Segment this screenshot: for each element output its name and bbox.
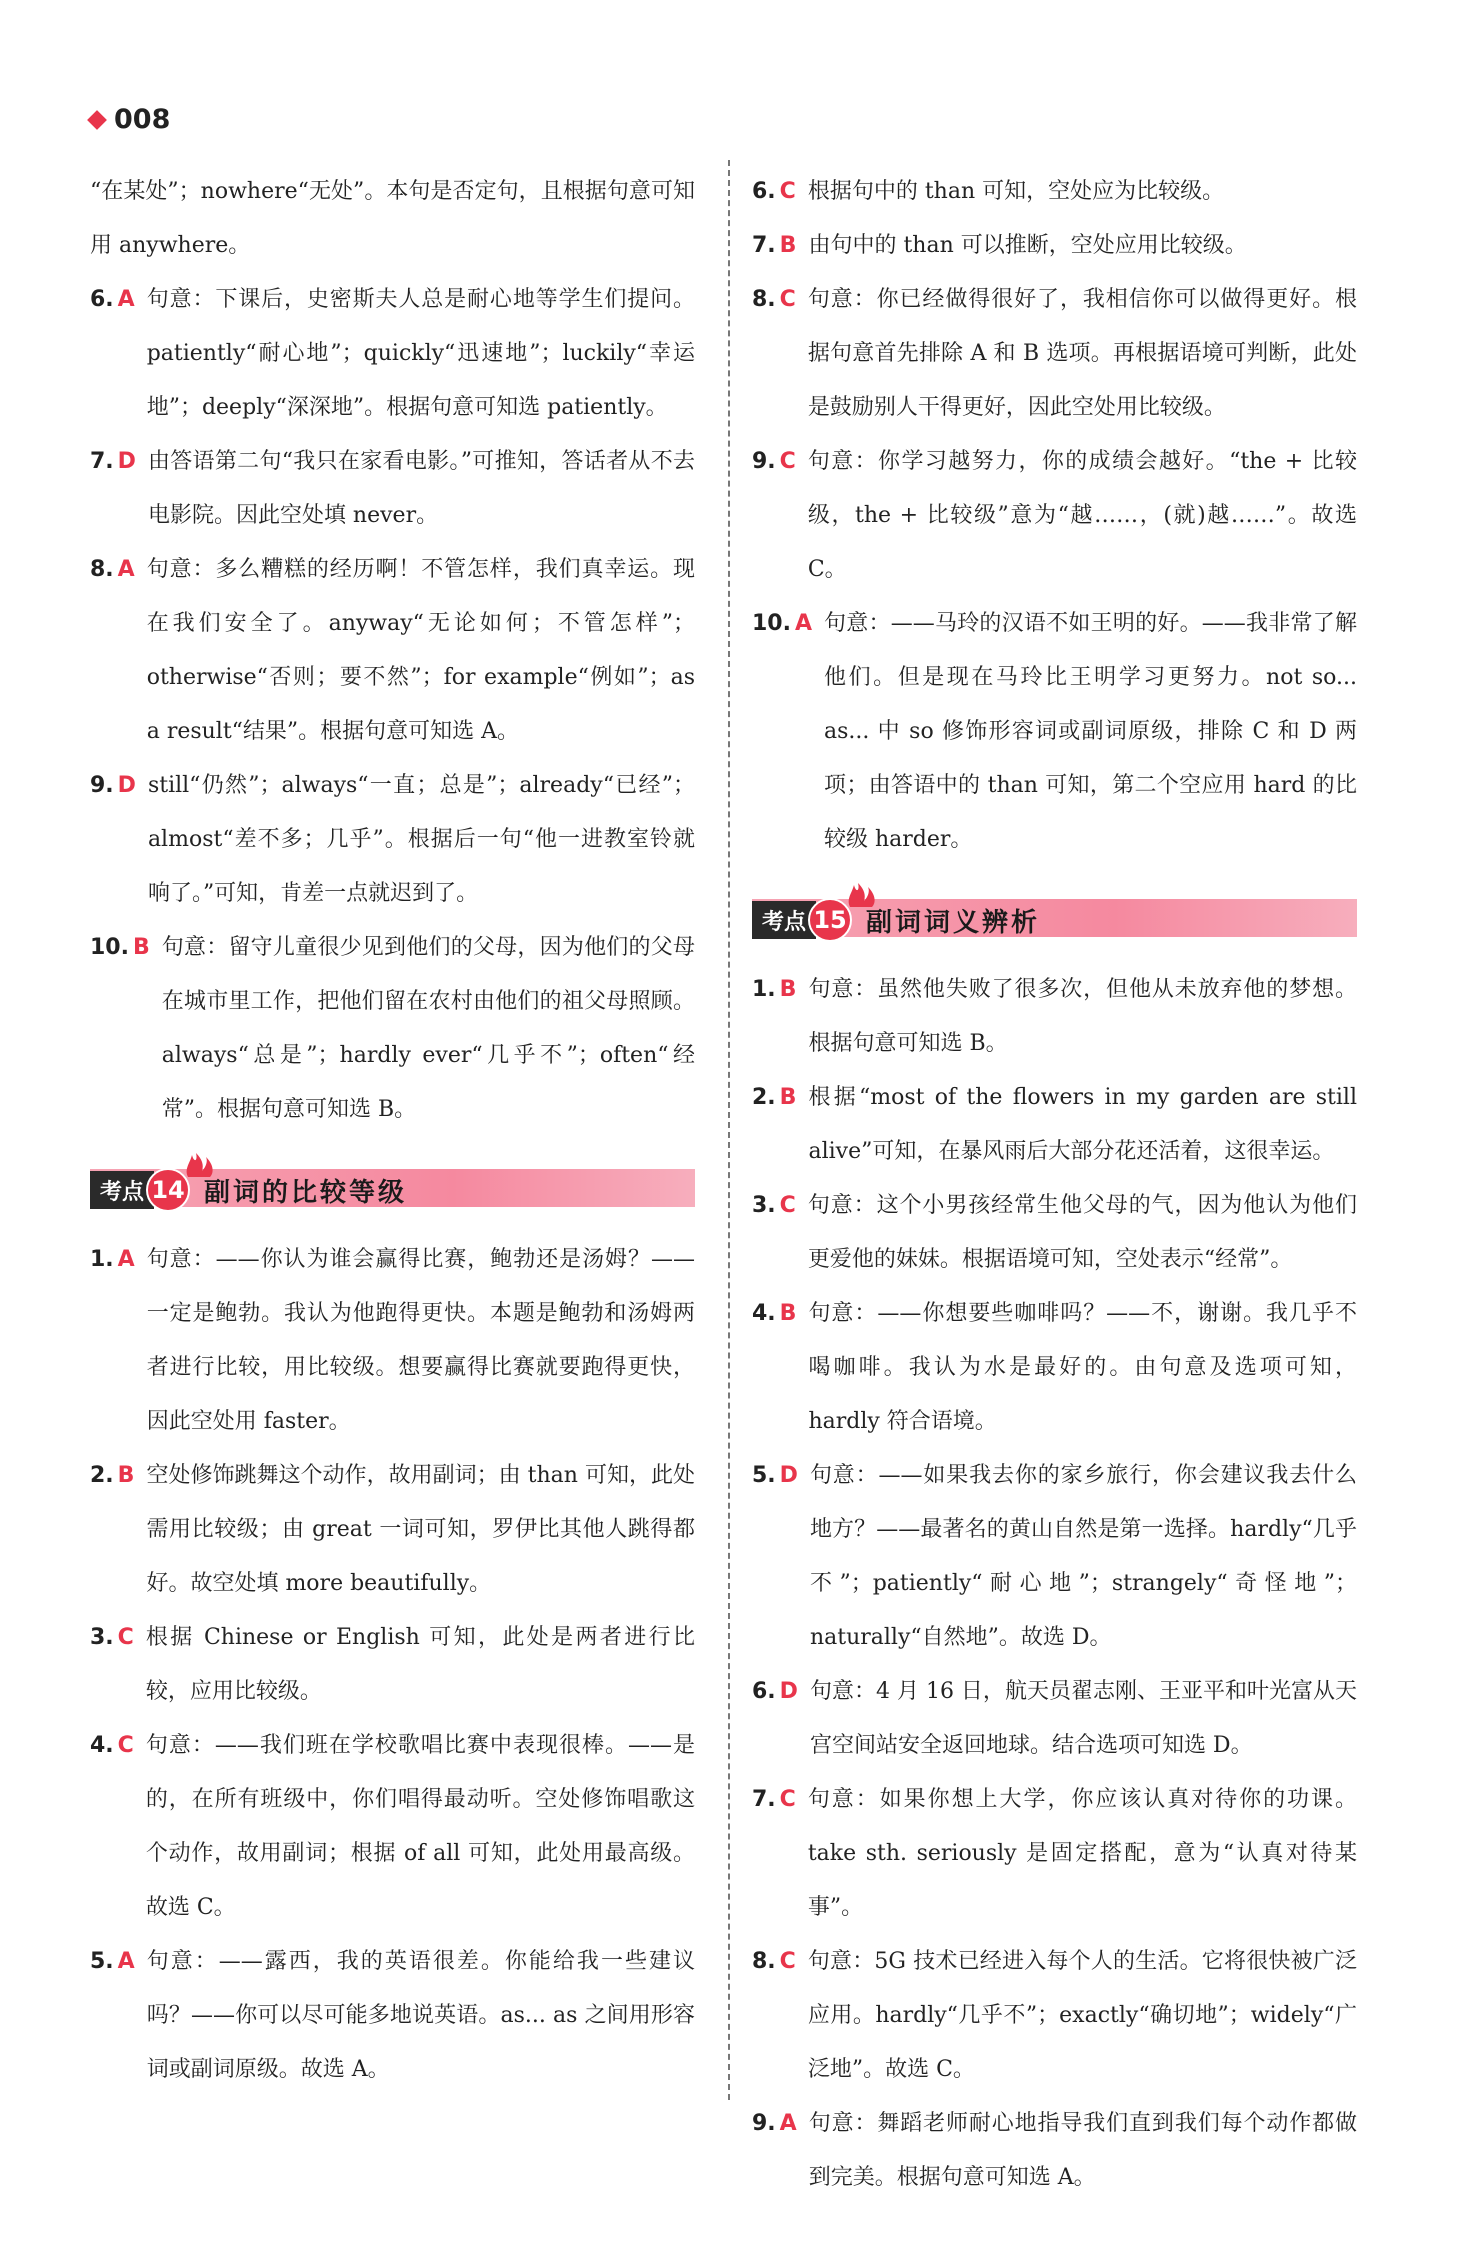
answer-letter: A	[117, 1247, 135, 1272]
explanation-text: 句意：——如果我去你的家乡旅行，你会建议我去什么地方？——最著名的黄山自然是第一选择。hardly“几乎不”；patiently“耐心地”；strangely“奇怪地”；naturally“自然地”。故选 D。	[809, 1463, 1357, 1650]
answer-label	[752, 435, 808, 597]
answer-letter: C	[779, 1193, 796, 1218]
explanation-text: 句意：——马玲的汉语不如王明的好。——我非常了解他们。但是现在马玲比王明学习更努力。not so... as... 中 so 修饰形容词或副词原级，排除 C 和 D 两项；由答语中的 than 可知，第二个空应用 hard 的比较级 harder。	[824, 611, 1357, 852]
answer-label	[752, 597, 824, 867]
answer-item	[752, 963, 1357, 1071]
answer-label	[752, 1773, 808, 1935]
answer-item	[752, 1665, 1357, 1773]
question-number: 7.	[752, 233, 776, 258]
answer-item	[90, 759, 695, 921]
question-number: 9.	[752, 449, 776, 474]
answer-label	[752, 2097, 809, 2205]
intro-paragraph: “在某处”；nowhere“无处”。本句是否定句，且根据句意可知用 anywhere。	[90, 179, 695, 258]
answer-item	[752, 1773, 1357, 1935]
answer-label	[90, 921, 162, 1137]
answer-label	[90, 273, 147, 435]
answer-label	[752, 1071, 808, 1179]
section-tag: 考点	[752, 901, 816, 939]
answer-letter: B	[117, 1463, 135, 1488]
question-number: 9.	[752, 2111, 776, 2136]
answer-label	[752, 1449, 810, 1665]
answer-letter: C	[779, 1787, 796, 1812]
explanation-text: 由句中的 than 可以推断，空处应用比较级。	[808, 233, 1247, 258]
answer-letter: D	[779, 1463, 798, 1488]
answer-item	[752, 597, 1357, 867]
explanation-text: 句意：如果你想上大学，你应该认真对待你的功课。take sth. seriously 是固定搭配，意为“认真对待某事”。	[807, 1787, 1357, 1920]
answer-item	[90, 921, 695, 1137]
explanation-text: 句意：5G 技术已经进入每个人的生活。它将很快被广泛应用。hardly“几乎不”；exactly“确切地”；widely“广泛地”。故选 C。	[807, 1949, 1357, 2082]
page-number-row	[90, 104, 170, 135]
explanation-text: 句意：虽然他失败了很多次，但他从未放弃他的梦想。根据句意可知选 B。	[808, 977, 1357, 1056]
question-number: 6.	[752, 1679, 776, 1704]
explanation-text: still“仍然”；always“一直；总是”；already“已经”；almost“差不多；几乎”。根据后一句“他一进教室铃就响了。”可知，肯差一点就迟到了。	[147, 773, 695, 906]
question-number: 4.	[752, 1301, 776, 1326]
answer-letter: C	[117, 1733, 134, 1758]
answer-item	[90, 1233, 695, 1449]
answer-letter: C	[779, 449, 796, 474]
answer-item	[90, 543, 695, 759]
question-number: 5.	[752, 1463, 776, 1488]
answer-letter: C	[779, 179, 796, 204]
answer-item	[90, 1935, 695, 2097]
answer-label	[90, 435, 148, 543]
answer-label	[752, 1665, 810, 1773]
answer-letter: D	[779, 1679, 798, 1704]
explanation-text: 句意：你已经做得很好了，我相信你可以做得更好。根据句意首先排除 A 和 B 选项。再根据语境可判断，此处是鼓励别人干得更好，因此空处用比较级。	[807, 287, 1357, 420]
question-number: 2.	[752, 1085, 776, 1110]
answer-letter: B	[779, 1301, 797, 1326]
answer-list	[90, 1233, 695, 2097]
answer-letter: A	[117, 557, 135, 582]
right-column	[752, 165, 1357, 2205]
question-number: 8.	[752, 287, 776, 312]
answer-label	[90, 1611, 146, 1719]
explanation-text: 句意：4 月 16 日，航天员翟志刚、王亚平和叶光富从天宫空间站安全返回地球。结合选项可知选 D。	[809, 1679, 1357, 1758]
question-number: 7.	[752, 1787, 776, 1812]
explanation-text: 句意：这个小男孩经常生他父母的气，因为他认为他们更爱他的妹妹。根据语境可知，空处表示“经常”。	[807, 1193, 1357, 1272]
answer-label	[90, 1233, 147, 1449]
answer-letter: B	[779, 233, 797, 258]
section-title: 副词的比较等级	[204, 1177, 408, 1208]
answer-letter: B	[132, 935, 150, 960]
explanation-text: 根据 Chinese or English 可知，此处是两者进行比较，应用比较级。	[145, 1625, 695, 1704]
answer-letter: A	[117, 1949, 135, 1974]
question-number: 5.	[90, 1949, 114, 1974]
question-number: 3.	[90, 1625, 114, 1650]
answer-letter: D	[117, 449, 136, 474]
answer-list	[90, 273, 695, 1137]
answer-label	[752, 165, 808, 219]
answer-label	[752, 963, 808, 1071]
answer-label	[90, 1449, 146, 1611]
answer-item	[752, 435, 1357, 597]
question-number: 3.	[752, 1193, 776, 1218]
answer-item	[90, 1611, 695, 1719]
answer-item	[752, 1935, 1357, 2097]
answer-label	[90, 543, 147, 759]
answer-label	[90, 759, 148, 921]
explanation-text: 句意：舞蹈老师耐心地指导我们直到我们每个动作都做到完美。根据句意可知选 A。	[808, 2111, 1357, 2190]
question-number: 8.	[90, 557, 114, 582]
section-header-14	[90, 1163, 695, 1211]
answer-label	[752, 1179, 808, 1287]
answer-letter: C	[117, 1625, 134, 1650]
explanation-text: 句意：——你认为谁会赢得比赛，鲍勃还是汤姆？——一定是鲍勃。我认为他跑得更快。本题是鲍勃和汤姆两者进行比较，用比较级。想要赢得比赛就要跑得更快，因此空处用 faster。	[146, 1247, 695, 1434]
answer-label	[90, 1935, 147, 2097]
section-number-badge: 14	[146, 1168, 190, 1212]
answer-label	[752, 273, 808, 435]
answer-item	[752, 1179, 1357, 1287]
answer-item	[752, 165, 1357, 219]
question-number: 1.	[752, 977, 776, 1002]
explanation-text: 句意：下课后，史密斯夫人总是耐心地等学生们提问。patiently“耐心地”；quickly“迅速地”；luckily“幸运地”；deeply“深深地”。根据句意可知选 patiently。	[146, 287, 695, 420]
question-number: 10.	[90, 935, 129, 960]
question-number: 1.	[90, 1247, 114, 1272]
answer-label	[752, 1935, 808, 2097]
answer-item	[90, 273, 695, 435]
question-number: 7.	[90, 449, 114, 474]
answer-label	[752, 219, 808, 273]
left-column	[90, 165, 695, 2097]
answer-letter: A	[779, 2111, 797, 2136]
section-tag: 考点	[90, 1171, 154, 1209]
answer-list	[752, 963, 1357, 2205]
answer-letter: D	[117, 773, 136, 798]
explanation-text: 句意：多么糟糕的经历啊！不管怎样，我们真幸运。现在我们安全了。anyway“无论如何；不管怎样”；otherwise“否则；要不然”；for example“例如”；as a result“结果”。根据句意可知选 A。	[146, 557, 695, 744]
explanation-text: 由答语第二句“我只在家看电影。”可推知，答话者从不去电影院。因此空处填 never。	[147, 449, 695, 528]
answer-item	[90, 1449, 695, 1611]
answer-label	[90, 1719, 146, 1935]
section-title: 副词词义辨析	[866, 907, 1041, 938]
question-number: 2.	[90, 1463, 114, 1488]
answer-letter: C	[779, 287, 796, 312]
explanation-text: 空处修饰跳舞这个动作，故用副词；由 than 可知，此处需用比较级；由 great 一词可知，罗伊比其他人跳得都好。故空处填 more beautifully。	[146, 1463, 695, 1596]
question-number: 6.	[90, 287, 114, 312]
answer-letter: C	[779, 1949, 796, 1974]
question-number: 4.	[90, 1733, 114, 1758]
answer-item	[752, 1071, 1357, 1179]
explanation-text: 句意：留守儿童很少见到他们的父母，因为他们的父母在城市里工作，把他们留在农村由他们的祖父母照顾。always“总是”；hardly ever“几乎不”；often“经常”。根据句意可知选 B。	[161, 935, 695, 1122]
answer-item	[752, 1287, 1357, 1449]
explanation-text: 根据“most of the flowers in my garden are still alive”可知，在暴风雨后大部分花还活着，这很幸运。	[808, 1085, 1357, 1164]
question-number: 8.	[752, 1949, 776, 1974]
page-number: 008	[114, 104, 171, 135]
answer-item	[752, 1449, 1357, 1665]
answer-item	[752, 273, 1357, 435]
explanation-text: 句意：——露西，我的英语很差。你能给我一些建议吗？——你可以尽可能多地说英语。as... as 之间用形容词或副词原级。故选 A。	[146, 1949, 695, 2082]
question-number: 10.	[752, 611, 791, 636]
answer-item	[90, 435, 695, 543]
column-divider	[728, 160, 730, 2100]
section-number-badge: 15	[808, 898, 852, 942]
question-number: 9.	[90, 773, 114, 798]
section-header-15	[752, 893, 1357, 941]
answer-item	[752, 219, 1357, 273]
explanation-text: 句意：——我们班在学校歌唱比赛中表现很棒。——是的，在所有班级中，你们唱得最动听。空处修饰唱歌这个动作，故用副词；根据 of all 可知，此处用最高级。故选 C。	[145, 1733, 695, 1920]
answer-letter: A	[117, 287, 135, 312]
explanation-text: 根据句中的 than 可知，空处应为比较级。	[807, 179, 1225, 204]
answer-letter: B	[779, 977, 797, 1002]
answer-letter: B	[779, 1085, 797, 1110]
diamond-icon	[87, 110, 107, 130]
answer-list	[752, 165, 1357, 867]
explanation-text: 句意：你学习越努力，你的成绩会越好。“the + 比较级，the + 比较级”意为“越……，(就)越……”。故选 C。	[807, 449, 1357, 582]
answer-letter: A	[794, 611, 813, 636]
answer-label	[752, 1287, 808, 1449]
question-number: 6.	[752, 179, 776, 204]
explanation-text: 句意：——你想要些咖啡吗？——不，谢谢。我几乎不喝咖啡。我认为水是最好的。由句意及选项可知，hardly 符合语境。	[808, 1301, 1357, 1434]
answer-item	[90, 1719, 695, 1935]
answer-item	[752, 2097, 1357, 2205]
